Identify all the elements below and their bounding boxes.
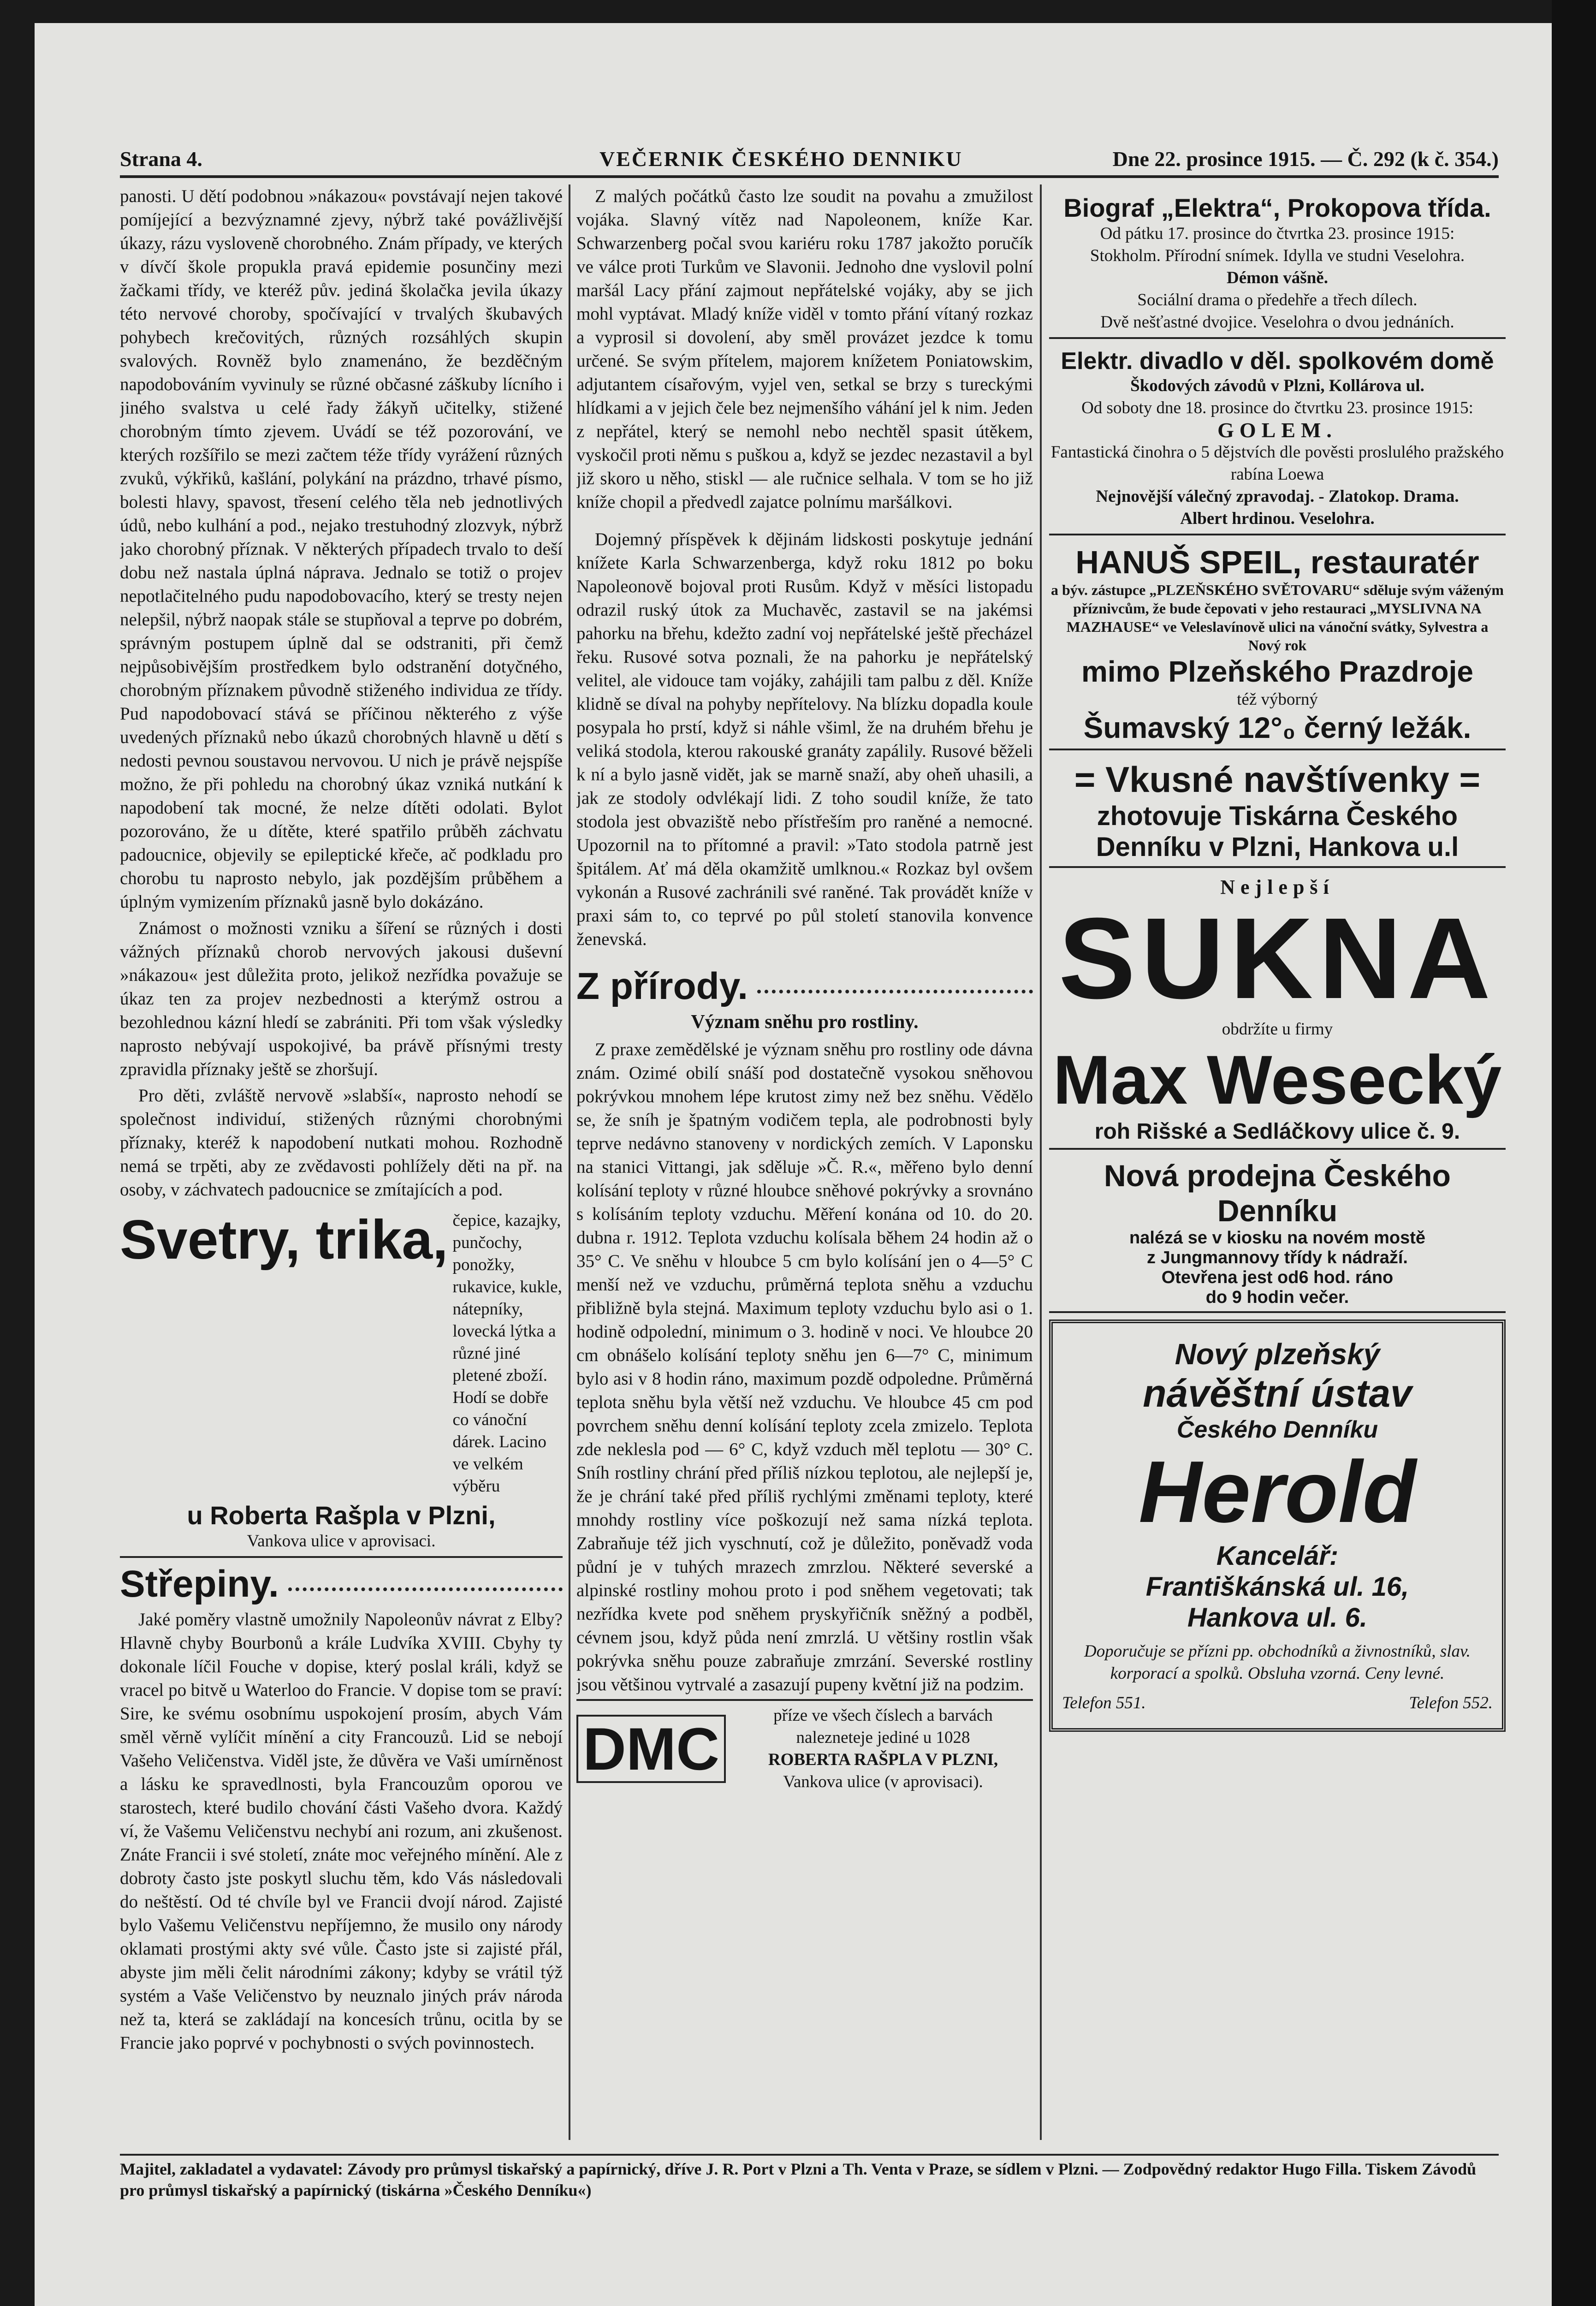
- priroda-title: Z přírody.: [576, 965, 748, 1007]
- elektra-line: Stokholm. Přírodní snímek. Idylla ve studni Veselohra.: [1090, 246, 1465, 265]
- article-paragraph: Jaké poměry vlastně umožnily Napoleonův návrat z Elby? Hlavně chyby Bourbonů a krále Ludvíka XVIII. Cbyhy ty dokonale líčil Fouche v dopise, který poslal králi, když se vracel po bitvě u Waterloo do Francie. V dopise tom se praví: Sire, ke svému osobnímu uspokojení prosím, abych Vám směl věrně vylíčit mínění a city Francouzů. Lid se nebojí Vašeho Veličenstva. Viděl jste, že důvěra ve Vaši umírněnost a lásku ke spravedlnosti, byla Francouzům oporou ve starostech, které budilo chování části Vašeho dvora. Každý ví, že Vašemu Veličenstvu nechybí ani rozum, ani zkušenost. Znáte Francii i své století, znáte moc veřejného mínění. Ale z dobroty často jste poskytl sluchu těm, kdo Vás následovali do neštěstí. Od té chvíle byl ve Francii dvojí národ. Zajisté bylo Vašemu Veličenstvu nepříjemno, že musilo ony národy oklamati prostými akty své vůle. Často jste si zajisté přál, abyste jim měli čelit národními zákony; kdyby se vrátil týž systém a Vaše Veličenstvo by neuznalo jiných práv národa než ta, která se zakládají na koncesích trůnu, ocitla by se Francie jako poprvé v pochybnosti o svých povinnostech.: [120, 1610, 563, 2053]
- sukna-address: roh Rišské a Sedláčkovy ulice č. 9.: [1094, 1119, 1460, 1144]
- column-divider: [1040, 184, 1042, 2140]
- golem-title: GOLEM.: [1217, 418, 1337, 442]
- prodejna-line: Otevřena jest od6 hod. ráno: [1161, 1268, 1394, 1287]
- divadlo-dates: Od soboty dne 18. prosince do čtvrtku 23. prosince 1915:: [1081, 398, 1473, 417]
- prodejna-ad: [1049, 1154, 1506, 1313]
- dmc-line: ROBERTA RAŠPLA V PLZNI,: [768, 1750, 998, 1769]
- hanus-line: Šumavský 12°₀ černý ležák.: [1083, 711, 1471, 744]
- column-3: [1049, 184, 1506, 2140]
- article-paragraph: Z malých počátků často lze soudit na povahu a zmužilost vojáka. Slavný vítěz nad Napoleonem, kníže Kar. Schwarzenberg počal svou kariéru roku 1787 jakožto poručík ve válce proti Turkům ve Slavonii. Jednoho dne vyslovil polní maršál Lacy přání zajmout nepřátelské vojáky, aby se jich mohl vyptávat. Mladý kníže viděl v tomto přání vítaný rozkaz a vyprosil si dovolení, aby směl provázet jezdce k tomu určené. Se svým přítelem, majorem knížetem Poniatowskim, adjutantem císařovým, vyjel ven, setkal se brzy s tureckými hlídkami a v jejich čele bez nejmenšího váhání jel k nim. Jeden z nepřátel, který se nemohl nebo nechtěl spasit útěkem, vyskočil proti němu s puškou a, když se jezdec nezastavil a byl již skoro u něho, stiskl — ale ručnice selhala. V tom se ho již kníže chopil a předvedl zajatce polnímu maršálkovi.: [576, 186, 1033, 512]
- page-header: [120, 143, 1499, 178]
- elektra-dates: Od pátku 17. prosince do čtvrtka 23. prosince 1915:: [1100, 224, 1455, 243]
- hanus-title: HANUŠ SPEIL, restauratér: [1075, 544, 1479, 580]
- prodejna-line: do 9 hodin večer.: [1205, 1288, 1349, 1307]
- divadlo-line: Albert hrdinou. Veselohra.: [1180, 509, 1375, 528]
- sukna-firm: Max Wesecký: [1053, 1041, 1502, 1118]
- article-paragraph: Pro děti, zvláště nervově »slabší«, naprosto nehodí se společnost individuí, stižených různými chorobnými příznaky, kteréž k napodobení nutkati mohou. Rozhodně nemá se trpěti, aby ze zvědavosti pohlížely děti na př. na osoby, v záchvatech padoucnice se zmítajících a pod.: [120, 1086, 563, 1200]
- herold-line: Kancelář:: [1216, 1541, 1339, 1571]
- elektra-line: Sociální drama o předehře a třech dílech.: [1137, 291, 1418, 309]
- dmc-logo: DMC: [576, 1715, 726, 1783]
- svetry-address: Vankova ulice v aprovisaci.: [247, 1532, 436, 1551]
- prodejna-line: z Jungmannovy třídy k nádraží.: [1147, 1248, 1408, 1267]
- prodejna-line: nalézá se v kiosku na novém mostě: [1129, 1228, 1426, 1248]
- article-paragraph: Z praxe zemědělské je význam sněhu pro rostliny ode dávna znám. Ozimé obilí snáší pod dostatečně vysokou sněhovou pokrývkou mnohem lépe krutost zimy než bez sněhu. Vědělo se, že sníh je špatným vodičem tepla, ale podrobnosti byly teprve nedávno stanoveny v nordických zemích. V Laponsku na stanici Vittangi, jak sděluje »Č. R.«, měřeno bylo denní kolísání teploty v různé hloubce sněhové pokrývky a srovnáno s kolísáním teploty vzduchu. Měření konána od 10. do 20. dubna r. 1912. Teplota vzduchu kolísala během 24 hodin až o 35° C. Ve sněhu v hloubce 5 cm bylo kolísání jen o 4—5° C menší než ve vzduchu, průměrná teplota sněhu a vzduchu přibližně byla stejná. Maximum teploty vzduchu bylo asi o 1. hodině odpolední, minimum o 3. hodině v noci. Ve hloubce 20 cm obnášelo kolísání teploty sněhu jen 6—7° C, minimum bylo asi v 8 hodin ráno, maximum pozdě odpoledne. Průměrná teplota sněhu byla větší než vzduchu. Ve hloubce 45 cm pod povrchem sněhu denní kolísání teploty zcela zmizelo. Teplota zde neklesla pod — 6° C, když vzduch měl teplotu — 30° C. Sníh rostliny chrání před příliš nízkou teplotou, ale nejlepší je, že je chrání také před příliš rychlými změnami teploty, které mnohdy rostliny více poškozují než sama nízká teplota. Zabraňuje též jich vyschnutí, což je důležito, poněvadž voda půdní je v tuhých mrazech zmrzlou. Některé severské a alpinské rostliny mohou proto i pod sněhem vegetovati; tak nezřídka kvete pod sněhem pryskyřičník sněžný a podběl, cévnem jsou, když půda není zmrzlá. U většiny rostlin však pokrývka sněhu pouze zabraňuje zmrzání. Severské rostliny jsou většinou vytrvalé a zasazují pupeny květní již na podzim.: [576, 1040, 1033, 1694]
- divadlo-title: Elektr. divadlo v děl. spolkovém domě: [1061, 348, 1494, 374]
- sukna-top: Nejlepší: [1220, 876, 1335, 898]
- elektra-line: Démon vášně.: [1227, 268, 1328, 287]
- herold-line: Nový plzeňský: [1175, 1337, 1380, 1371]
- navstivenky-line: Denníku v Plzni, Hankova u.l: [1096, 832, 1459, 862]
- priroda-subtitle: Význam sněhu pro rostliny.: [691, 1011, 919, 1033]
- herold-line: Františkánská ul. 16,: [1145, 1572, 1409, 1602]
- navstivenky-title: = Vkusné navštívenky =: [1074, 759, 1481, 800]
- wave-ornament: [288, 1577, 563, 1591]
- wave-ornament: [757, 980, 1033, 993]
- article-paragraph: panosti. U dětí podobnou »nákazou« povstávají nejen takové pomíjející a bezvýznamné zjevy, nýbrž také povážlivější úkazy, rázu vysloveně chorobného. Znám případy, ve kterých v dívčí škole propukla pravá epidemie posunčiny mezi žačkami třídy, ve kteréž pův. jediná školačka jevila úkazy této nervové choroby, spočívající v trvalých škubavých pohybech krečovitých, různých rozsáhlých skupin svalových. Rovněž bylo znamenáno, že bezděčným napodobováním vyvinuly se různé občasné záškuby lícního i jiného svalstva u celé řady žákyň učitelky, stižené chorobným tímto zjevem. Uvádí se též pozorování, ve kterých rozšířilo se mezi začtem téže třídy vyrážení různých zvuků, výkřiků, kašlání, polykání na prázdno, trhavé písmo, bolesti hlavy, spavost, třesení celého těla neb jednotlivých údů, nebo kulhání a pod., nejako trestuhodný zlozvyk, nýbrž jako chorobný příznak. V některých případech trvalo to deší dobu než nastala úplná náprava. Jednalo se totiž o projev nepotlačitelného pudu napodobovacího, který se tresty nejen nelepšil, nýbrž naopak stále se stupňoval a teprve po dobrém, správným postupem úplně dal se odstraniti, při čemž nejpůsobivějším prostředkem bylo odstranění dotyčného, chorobným příznakem původně stiženého individua ze třídy. Pud napodobovací stává se příčinou některého z výše uvedených příznaků nebo úkazů chorobných hlavně u dětí s nedosti pevnou soustavou nervovou. U nich je právě nejspíše možno, že při pohledu na chorobný úkaz vzniká nutkání k napodobení tak mocné, že nelze dítěti odolati. Bylot pozorováno, že u dítěte, které spatřilo průběh záchvatu padoucnice, objevily se epileptické křeče, ač podkladu pro chorobu tu naprosto nebylo, jak pozdějším průběhem a úplným vymizením příznaků jasně bylo dokázáno.: [120, 186, 563, 912]
- dmc-ad: [576, 1699, 1033, 1793]
- hanus-line: mimo Plzeňského Prazdroje: [1081, 655, 1474, 688]
- elektra-line: Dvě nešťastné dvojice. Veselohra o dvou jednáních.: [1100, 313, 1454, 332]
- prodejna-title: Nová prodejna Českého Denníku: [1104, 1159, 1451, 1228]
- article-paragraph: Známost o možnosti vzniku a šíření se různých i dosti vážných příznaků chorob nervových jakousi duševní »nákazou« jest důležita proto, jelikož nezřídka považuje se úkaz ten za projev nezbednosti a kterýmž ostrou a bezohlednou kázní hledí se zabrániti. Při tom však výsledky naprosto nebývají uspokojivé, ba právě přísnými tresty zpravidla příznaky ještě se zhoršují.: [120, 918, 563, 1079]
- strepiny-title: Střepiny.: [120, 1563, 279, 1605]
- column-divider: [569, 184, 570, 2140]
- scan-edge: [1552, 0, 1596, 2306]
- newspaper-title: VEČERNIK ČESKÉHO DENNIKU: [599, 147, 963, 171]
- dmc-line: Vankova ulice (v aprovisaci).: [783, 1772, 983, 1791]
- herold-name: Herold: [1139, 1443, 1416, 1541]
- divadlo-ad: [1049, 344, 1506, 535]
- imprint-footer: Majitel, zakladatel a vydavatel: Závody pro průmysl tiskařský a papírnický, dříve J. R. Port v Plzni a Th. Venta v Praze, se sídlem v Plzni. — Zodpovědný redaktor Hugo Filla. Tiskem Závodů pro průmysl tiskařský a papírnický (tiskárna »Českého Denníku«): [120, 2154, 1499, 2201]
- hanus-ad: [1049, 540, 1506, 750]
- sukna-mid: obdržíte u firmy: [1222, 1020, 1333, 1039]
- strepiny-heading: [120, 1563, 563, 1606]
- navstivenky-line: zhotovuje Tiskárna Českého: [1097, 801, 1458, 831]
- sukna-ad: [1049, 873, 1506, 1150]
- herold-phone: Telefon 551.: [1062, 1694, 1146, 1712]
- dmc-line: nalezneteje jediné u 1028: [796, 1728, 970, 1747]
- elektra-ad: [1049, 189, 1506, 339]
- herold-phone: Telefon 552.: [1409, 1694, 1493, 1712]
- svetry-headline: Svetry, trika,: [120, 1209, 448, 1271]
- svetry-ad: [120, 1206, 563, 1558]
- page-number: Strana 4.: [120, 147, 202, 171]
- elektra-title: Biograf „Elektra“, Prokopova třída.: [1063, 193, 1491, 222]
- priroda-heading: [576, 965, 1033, 1008]
- herold-line: Českého Denníku: [1176, 1416, 1378, 1443]
- navstivenky-ad: [1049, 755, 1506, 868]
- herold-line: Hankova ul. 6.: [1187, 1603, 1368, 1633]
- article-paragraph: Dojemný příspěvek k dějinám lidskosti poskytuje jednání knížete Karla Schwarzenberga, když roku 1812 po boku Napoleonově bojoval proti Rusům. Když v měsíci listopadu odrazil ruský útok za Muchavěc, zastavil se na jakémsi pahorku na břehu, kdežto zadní voj nepřátelské ještě přecházel řeku. Rusové sotva poznali, že na pahorku je nepřátelský velitel, ale vidouce tam vojáky, zahájili tam palbu z děl. Kníže klidně se díval na pohyby nepřítelovy. Na blízku dopadla koule posypala ho prstí, když si náhle všiml, že na druhém břehu je veliká stodola, kterou rakouské granáty zapálily. Rusové běželi k ní a bylo jasně vidět, jak se marně snaží, aby oheň uhasili, a jak ze stodoly odvlékají lidi. Z toho soudil kníže, že tato stodola jest obvaziště nebo přístřeším pro raněné a nemocné. Upozornil na to přítomné a pravil: »Tato stodola patrně jest špitálem. Ať má děla okamžitě umlknou.« Rozkaz byl ovšem vykonán a Rusové zachránili své raněné. Tak provádět kníže v praxi sám to, co teprvé po půl století stanovila konvence ženevská.: [576, 529, 1033, 949]
- sukna-headline: SUKNA: [1058, 894, 1496, 1022]
- herold-line: návěštní ústav: [1143, 1372, 1412, 1415]
- svetry-firm: u Roberta Rašpla v Plzni,: [187, 1501, 496, 1530]
- divadlo-line: Fantastická činohra o 5 dějstvích dle pověsti proslulého pražského rabína Loewa: [1050, 443, 1504, 484]
- hanus-line: též výborný: [1237, 690, 1318, 709]
- divadlo-sub: Škodových závodů v Plzni, Kollárova ul.: [1130, 376, 1424, 395]
- divadlo-line: Nejnovější válečný zpravodaj. - Zlatokop. Drama.: [1096, 487, 1459, 506]
- herold-text: Doporučuje se přízni pp. obchodníků a živnostníků, slav. korporací a spolků. Obsluha vzorná. Ceny levné.: [1084, 1642, 1471, 1683]
- herold-ad: [1049, 1319, 1506, 1732]
- issue-date: Dne 22. prosince 1915. — Č. 292 (k č. 354.): [1112, 147, 1499, 171]
- dmc-line: příze ve všech číslech a barvách: [773, 1706, 993, 1725]
- newspaper-page: [35, 23, 1552, 2306]
- svetry-text: čepice, kazajky, punčochy, ponožky, rukavice, kukle, nátepníky, lovecká lýtka a různé jiné pletené zboží. Hodí se dobře co vánoční dárek. Lacino ve velkém výběru: [452, 1211, 562, 1496]
- column-1: [120, 184, 563, 2140]
- hanus-text: a býv. zástupce „PLZEŇSKÉHO SVĚTOVARU“ sděluje svým váženým příznivcům, že bude čepovati v jeho restauraci „MYSLIVNA NA MAZHAUSE“ ve Veleslavínově ulici na vánoční svátky, Sylvestra a Nový rok: [1050, 582, 1504, 654]
- column-2: [576, 184, 1033, 2140]
